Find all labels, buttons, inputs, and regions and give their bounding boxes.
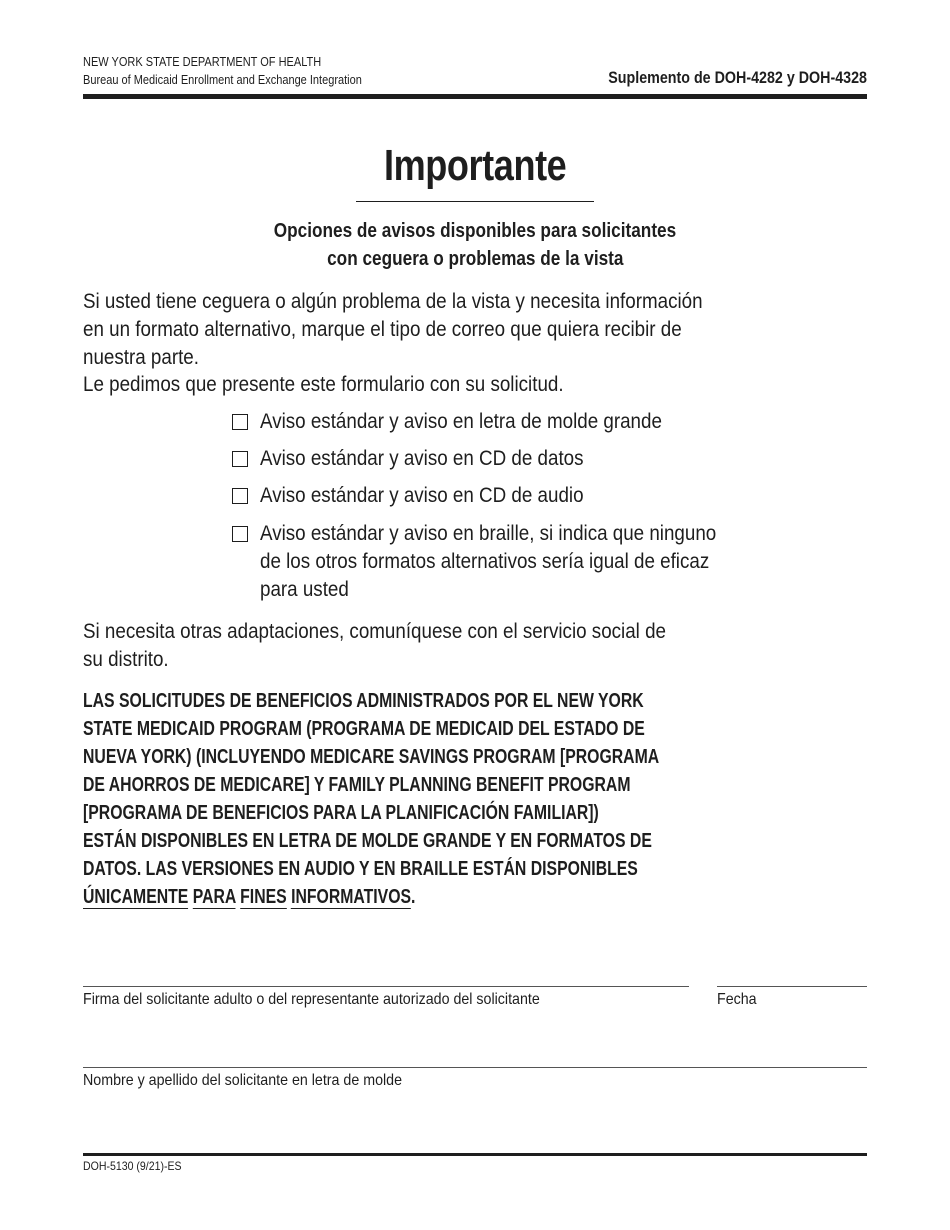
adaptations-line-2: su distrito. (83, 648, 169, 671)
large-print-option-label: Aviso estándar y aviso en letra de molde grande (260, 410, 662, 433)
form-number: DOH-5130 (9/21)-ES (83, 1159, 182, 1173)
audio-cd-option-label: Aviso estándar y aviso en CD de audio (260, 484, 584, 507)
title-underline (356, 201, 594, 202)
intro-line-3: nuestra parte. (83, 346, 199, 369)
data-cd-checkbox[interactable] (232, 451, 248, 467)
subtitle-line-1: Opciones de avisos disponibles para solicitantes (273, 220, 677, 242)
notice-line-1: LAS SOLICITUDES DE BENEFICIOS ADMINISTRADOS POR EL NEW YORK (83, 690, 644, 712)
notice-line-2: STATE MEDICAID PROGRAM (PROGRAMA DE MEDICAID DEL ESTADO DE (83, 718, 645, 740)
printed-name-label: Nombre y apellido del solicitante en letra de molde (83, 1072, 402, 1089)
intro-line-1: Si usted tiene ceguera o algún problema de la vista y necesita información (83, 290, 703, 313)
notice-line-6: ESTÁN DISPONIBLES EN LETRA DE MOLDE GRANDE Y EN FORMATOS DE (83, 830, 652, 852)
notice-line-7: DATOS. LAS VERSIONES EN AUDIO Y EN BRAILLE ESTÁN DISPONIBLES (83, 858, 638, 880)
notice-underlined-word-1: ÚNICAMENTE (83, 886, 189, 908)
page-title: Importante (383, 141, 567, 190)
notice-underlined-word-3: FINES (240, 886, 287, 908)
signature-label: Firma del solicitante adulto o del representante autorizado del solicitante (83, 991, 540, 1008)
braille-option-label-line-1: Aviso estándar y aviso en braille, si indica que ninguno (260, 522, 717, 545)
adaptations-line-1: Si necesita otras adaptaciones, comuníquese con el servicio social de (83, 620, 666, 643)
notice-line-3: NUEVA YORK) (INCLUYENDO MEDICARE SAVINGS PROGRAM [PROGRAMA (83, 746, 660, 768)
braille-option-label-line-2: de los otros formatos alternativos sería igual de eficaz (260, 550, 710, 573)
signature-field[interactable] (83, 986, 689, 987)
intro-line-4: Le pedimos que presente este formulario con su solicitud. (83, 373, 564, 396)
date-field[interactable] (717, 986, 867, 987)
department-name: NEW YORK STATE DEPARTMENT OF HEALTH (83, 55, 322, 69)
page-title-container (0, 138, 950, 194)
notice-underlined-word-4: INFORMATIVOS (291, 886, 412, 908)
subtitle-line-2: con ceguera o problemas de la vista (326, 248, 624, 270)
notice-line-8 (83, 883, 504, 911)
large-print-checkbox[interactable] (232, 414, 248, 430)
braille-option-label-line-3: para usted (260, 578, 349, 601)
notice-period: . (411, 886, 416, 908)
date-label: Fecha (717, 991, 757, 1008)
notice-line-4: DE AHORROS DE MEDICARE] Y FAMILY PLANNING BENEFIT PROGRAM (83, 774, 631, 796)
header-rule (83, 94, 867, 99)
braille-checkbox[interactable] (232, 526, 248, 542)
printed-name-field[interactable] (83, 1067, 867, 1068)
data-cd-option-label: Aviso estándar y aviso en CD de datos (260, 447, 584, 470)
notice-emphasis (83, 883, 415, 911)
supplement-label: Suplemento de DOH-4282 y DOH-4328 (608, 68, 867, 87)
bureau-name: Bureau of Medicaid Enrollment and Exchange Integration (83, 73, 362, 87)
intro-line-2: en un formato alternativo, marque el tipo de correo que quiera recibir de (83, 318, 682, 341)
audio-cd-checkbox[interactable] (232, 488, 248, 504)
footer-rule (83, 1153, 867, 1156)
notice-line-5: [PROGRAMA DE BENEFICIOS PARA LA PLANIFICACIÓN FAMILIAR]) (83, 802, 599, 824)
notice-underlined-word-2: PARA (192, 886, 236, 908)
